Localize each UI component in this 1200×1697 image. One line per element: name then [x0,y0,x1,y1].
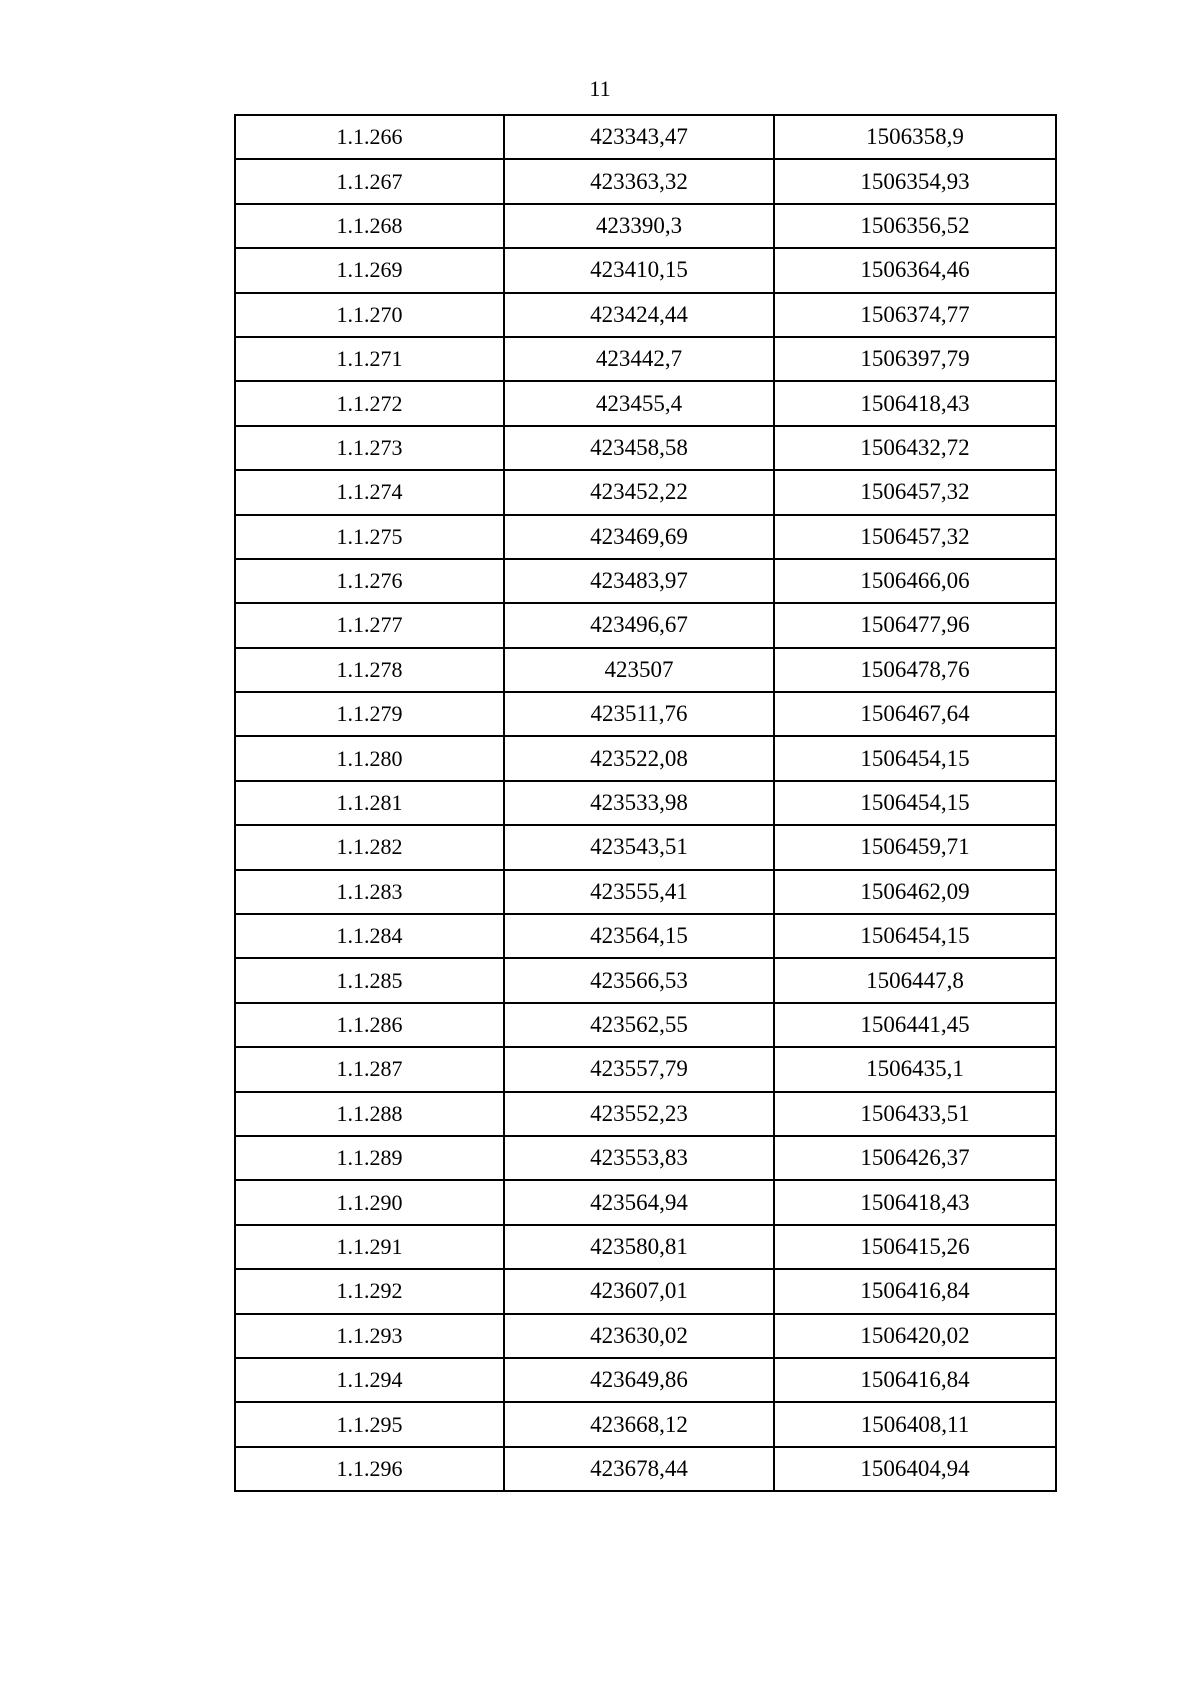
point-id-cell: 1.1.285 [235,958,504,1002]
point-id-cell: 1.1.278 [235,648,504,692]
point-id-cell: 1.1.277 [235,603,504,647]
table-row [235,1358,1056,1402]
x-coordinate-cell: 423469,69 [504,515,774,559]
table-row [235,914,1056,958]
table-row [235,470,1056,514]
table-row [235,781,1056,825]
table-row [235,293,1056,337]
y-coordinate-cell: 1506420,02 [774,1314,1056,1358]
point-id-cell: 1.1.280 [235,736,504,780]
y-coordinate-cell: 1506418,43 [774,1180,1056,1224]
point-id-cell: 1.1.293 [235,1314,504,1358]
y-coordinate-cell: 1506454,15 [774,736,1056,780]
y-coordinate-cell: 1506397,79 [774,337,1056,381]
table-row [235,736,1056,780]
x-coordinate-cell: 423343,47 [504,115,774,159]
point-id-cell: 1.1.267 [235,159,504,203]
x-coordinate-cell: 423452,22 [504,470,774,514]
y-coordinate-cell: 1506459,71 [774,825,1056,869]
y-coordinate-cell: 1506432,72 [774,426,1056,470]
point-id-cell: 1.1.287 [235,1047,504,1091]
x-coordinate-cell: 423507 [504,648,774,692]
x-coordinate-cell: 423483,97 [504,559,774,603]
point-id-cell: 1.1.281 [235,781,504,825]
y-coordinate-cell: 1506408,11 [774,1402,1056,1446]
x-coordinate-cell: 423562,55 [504,1003,774,1047]
point-id-cell: 1.1.269 [235,248,504,292]
table-row [235,115,1056,159]
y-coordinate-cell: 1506374,77 [774,293,1056,337]
point-id-cell: 1.1.284 [235,914,504,958]
point-id-cell: 1.1.283 [235,870,504,914]
y-coordinate-cell: 1506467,64 [774,692,1056,736]
table-row [235,248,1056,292]
table-row [235,426,1056,470]
x-coordinate-cell: 423553,83 [504,1136,774,1180]
x-coordinate-cell: 423390,3 [504,204,774,248]
table-row [235,1402,1056,1446]
table-row [235,825,1056,869]
x-coordinate-cell: 423564,15 [504,914,774,958]
point-id-cell: 1.1.272 [235,381,504,425]
point-id-cell: 1.1.286 [235,1003,504,1047]
coordinates-table [234,114,1057,1492]
x-coordinate-cell: 423580,81 [504,1225,774,1269]
x-coordinate-cell: 423533,98 [504,781,774,825]
point-id-cell: 1.1.290 [235,1180,504,1224]
x-coordinate-cell: 423511,76 [504,692,774,736]
x-coordinate-cell: 423630,02 [504,1314,774,1358]
point-id-cell: 1.1.291 [235,1225,504,1269]
point-id-cell: 1.1.274 [235,470,504,514]
y-coordinate-cell: 1506466,06 [774,559,1056,603]
x-coordinate-cell: 423543,51 [504,825,774,869]
y-coordinate-cell: 1506457,32 [774,515,1056,559]
point-id-cell: 1.1.289 [235,1136,504,1180]
y-coordinate-cell: 1506426,37 [774,1136,1056,1180]
table-row [235,1180,1056,1224]
x-coordinate-cell: 423458,58 [504,426,774,470]
table-row [235,1225,1056,1269]
point-id-cell: 1.1.276 [235,559,504,603]
y-coordinate-cell: 1506356,52 [774,204,1056,248]
x-coordinate-cell: 423410,15 [504,248,774,292]
y-coordinate-cell: 1506435,1 [774,1047,1056,1091]
y-coordinate-cell: 1506354,93 [774,159,1056,203]
x-coordinate-cell: 423522,08 [504,736,774,780]
x-coordinate-cell: 423649,86 [504,1358,774,1402]
point-id-cell: 1.1.266 [235,115,504,159]
point-id-cell: 1.1.275 [235,515,504,559]
x-coordinate-cell: 423424,44 [504,293,774,337]
y-coordinate-cell: 1506358,9 [774,115,1056,159]
y-coordinate-cell: 1506364,46 [774,248,1056,292]
table-row [235,1136,1056,1180]
y-coordinate-cell: 1506418,43 [774,381,1056,425]
x-coordinate-cell: 423455,4 [504,381,774,425]
x-coordinate-cell: 423678,44 [504,1447,774,1491]
y-coordinate-cell: 1506416,84 [774,1358,1056,1402]
y-coordinate-cell: 1506454,15 [774,781,1056,825]
y-coordinate-cell: 1506477,96 [774,603,1056,647]
x-coordinate-cell: 423363,32 [504,159,774,203]
table-row [235,159,1056,203]
y-coordinate-cell: 1506441,45 [774,1003,1056,1047]
y-coordinate-cell: 1506415,26 [774,1225,1056,1269]
y-coordinate-cell: 1506433,51 [774,1092,1056,1136]
table-row [235,1269,1056,1313]
table-row [235,870,1056,914]
table-row [235,1447,1056,1491]
point-id-cell: 1.1.273 [235,426,504,470]
x-coordinate-cell: 423555,41 [504,870,774,914]
table-row [235,204,1056,248]
y-coordinate-cell: 1506462,09 [774,870,1056,914]
y-coordinate-cell: 1506454,15 [774,914,1056,958]
table-row [235,337,1056,381]
point-id-cell: 1.1.296 [235,1447,504,1491]
point-id-cell: 1.1.292 [235,1269,504,1313]
table-row [235,958,1056,1002]
x-coordinate-cell: 423564,94 [504,1180,774,1224]
table-row [235,1314,1056,1358]
point-id-cell: 1.1.270 [235,293,504,337]
x-coordinate-cell: 423668,12 [504,1402,774,1446]
x-coordinate-cell: 423496,67 [504,603,774,647]
page-number: 11 [589,76,611,101]
table-row [235,381,1056,425]
point-id-cell: 1.1.288 [235,1092,504,1136]
coordinates-table-body [235,115,1056,1491]
x-coordinate-cell: 423442,7 [504,337,774,381]
y-coordinate-cell: 1506478,76 [774,648,1056,692]
x-coordinate-cell: 423566,53 [504,958,774,1002]
point-id-cell: 1.1.295 [235,1402,504,1446]
table-row [235,559,1056,603]
y-coordinate-cell: 1506404,94 [774,1447,1056,1491]
table-row [235,1092,1056,1136]
point-id-cell: 1.1.282 [235,825,504,869]
point-id-cell: 1.1.294 [235,1358,504,1402]
point-id-cell: 1.1.268 [235,204,504,248]
table-row [235,1003,1056,1047]
y-coordinate-cell: 1506457,32 [774,470,1056,514]
table-row [235,1047,1056,1091]
x-coordinate-cell: 423607,01 [504,1269,774,1313]
y-coordinate-cell: 1506447,8 [774,958,1056,1002]
x-coordinate-cell: 423557,79 [504,1047,774,1091]
table-row [235,648,1056,692]
point-id-cell: 1.1.271 [235,337,504,381]
x-coordinate-cell: 423552,23 [504,1092,774,1136]
table-row [235,692,1056,736]
point-id-cell: 1.1.279 [235,692,504,736]
table-row [235,515,1056,559]
table-row [235,603,1056,647]
y-coordinate-cell: 1506416,84 [774,1269,1056,1313]
